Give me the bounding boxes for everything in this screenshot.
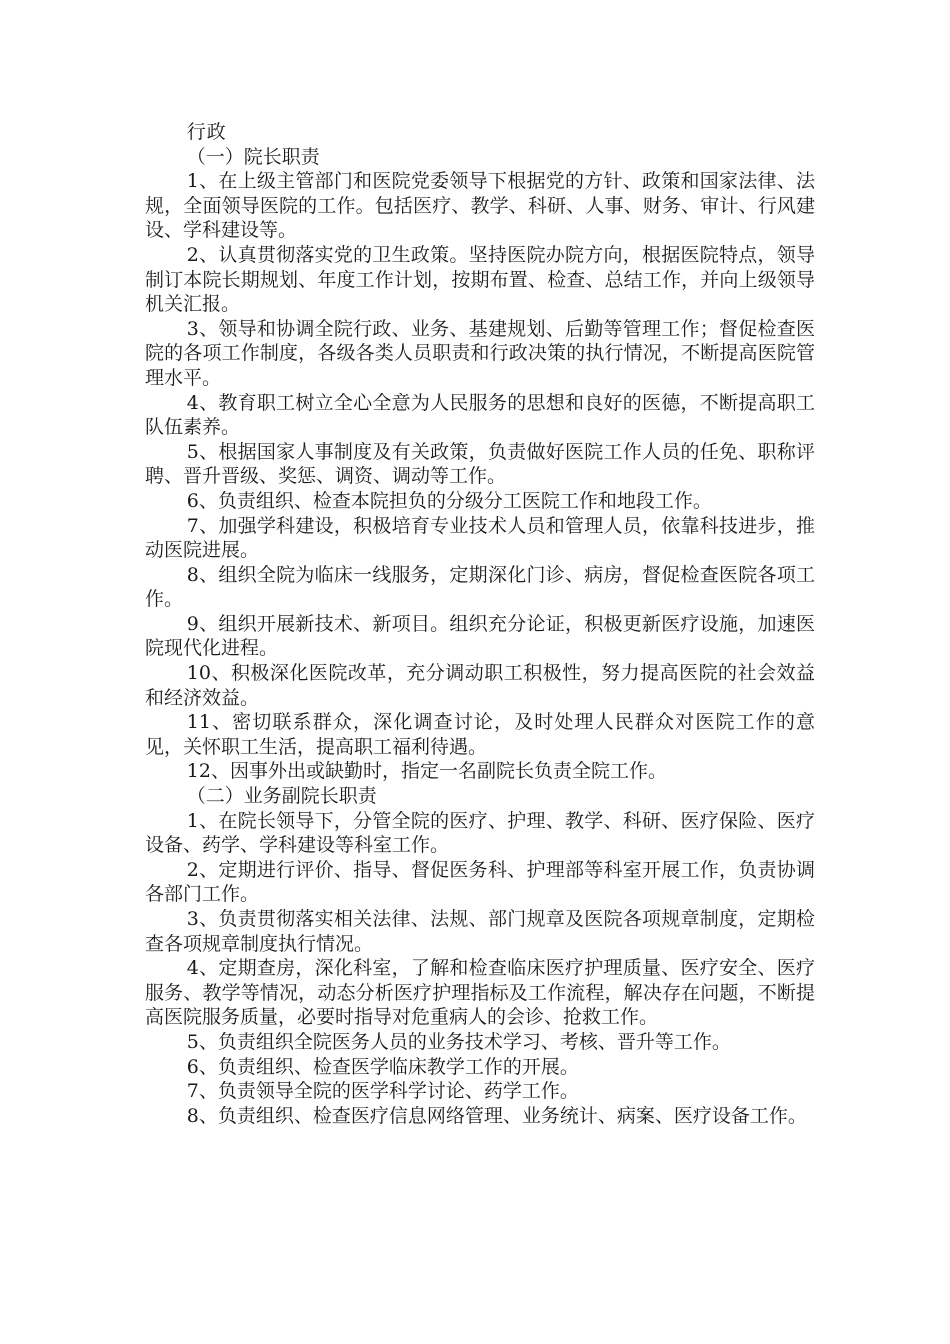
list-item: 5、负责组织全院医务人员的业务技术学习、考核、晋升等工作。	[186, 1030, 731, 1053]
list-item: 6、负责组织、检查医学临床教学工作的开展。	[186, 1055, 579, 1078]
list-item: 1、在上级主管部门和医院党委领导下根据党的方针、政策和国家法律、法规，全面领导医院的工作。包括医疗、教学、科研、人事、财务、审计、行风建设、学科建设等。	[145, 170, 815, 242]
list-item: 5、根据国家人事制度及有关政策，负责做好医院工作人员的任免、职称评聘、晋升晋级、奖惩、调资、调动等工作。	[145, 440, 815, 488]
list-item: 3、负责贯彻落实相关法律、法规、部门规章及医院各项规章制度，定期检查各项规章制度执行情况。	[145, 908, 815, 955]
document-title: 行政	[186, 121, 227, 143]
list-item: 9、组织开展新技术、新项目。组织充分论证，积极更新医疗设施，加速医院现代化进程。	[145, 612, 815, 660]
section-heading: （二）业务副院长职责	[186, 785, 377, 808]
list-item: 2、认真贯彻落实党的卫生政策。坚持医院办院方向，根据医院特点，领导制订本院长期规划、年度工作计划，按期布置、检查、总结工作，并向上级领导机关汇报。	[145, 243, 815, 316]
list-item: 8、组织全院为临床一线服务，定期深化门诊、病房，督促检查医院各项工作。	[145, 563, 815, 611]
list-item: 11、密切联系群众，深化调查讨论，及时处理人民群众对医院工作的意见，关怀职工生活，提高职工福利待遇。	[145, 711, 815, 758]
list-item: 4、教育职工树立全心全意为人民服务的思想和良好的医德，不断提高职工队伍素养。	[145, 391, 815, 439]
list-item: 10、积极深化医院改革，充分调动职工积极性，努力提高医院的社会效益和经济效益。	[145, 662, 815, 709]
list-item: 7、负责领导全院的医学科学讨论、药学工作。	[186, 1080, 579, 1103]
list-item: 3、领导和协调全院行政、业务、基建规划、后勤等管理工作；督促检查医院的各项工作制度，各级各类人员职责和行政决策的执行情况，不断提高医院管理水平。	[145, 317, 815, 389]
list-item: 6、负责组织、检查本院担负的分级分工医院工作和地段工作。	[186, 489, 712, 512]
list-item: 7、加强学科建设，积极培育专业技术人员和管理人员，依靠科技进步，推动医院进展。	[145, 514, 815, 562]
document-body	[145, 120, 815, 1128]
list-item: 12、因事外出或缺勤时，指定一名副院长负责全院工作。	[186, 760, 667, 783]
list-item: 8、负责组织、检查医疗信息网络管理、业务统计、病案、医疗设备工作。	[186, 1104, 807, 1127]
section-heading: （一）院长职责	[186, 145, 320, 168]
list-item: 4、定期查房，深化科室，了解和检查临床医疗护理质量、医疗安全、医疗服务、教学等情况，动态分析医疗护理指标及工作流程，解决存在问题，不断提高医院服务质量，必要时指导对危重病人的会诊、抢救工作。	[145, 957, 815, 1029]
list-item: 2、定期进行评价、指导、督促医务科、护理部等科室开展工作，负责协调各部门工作。	[145, 858, 815, 906]
list-item: 1、在院长领导下，分管全院的医疗、护理、教学、科研、医疗保险、医疗设备、药学、学科建设等科室工作。	[145, 809, 815, 857]
